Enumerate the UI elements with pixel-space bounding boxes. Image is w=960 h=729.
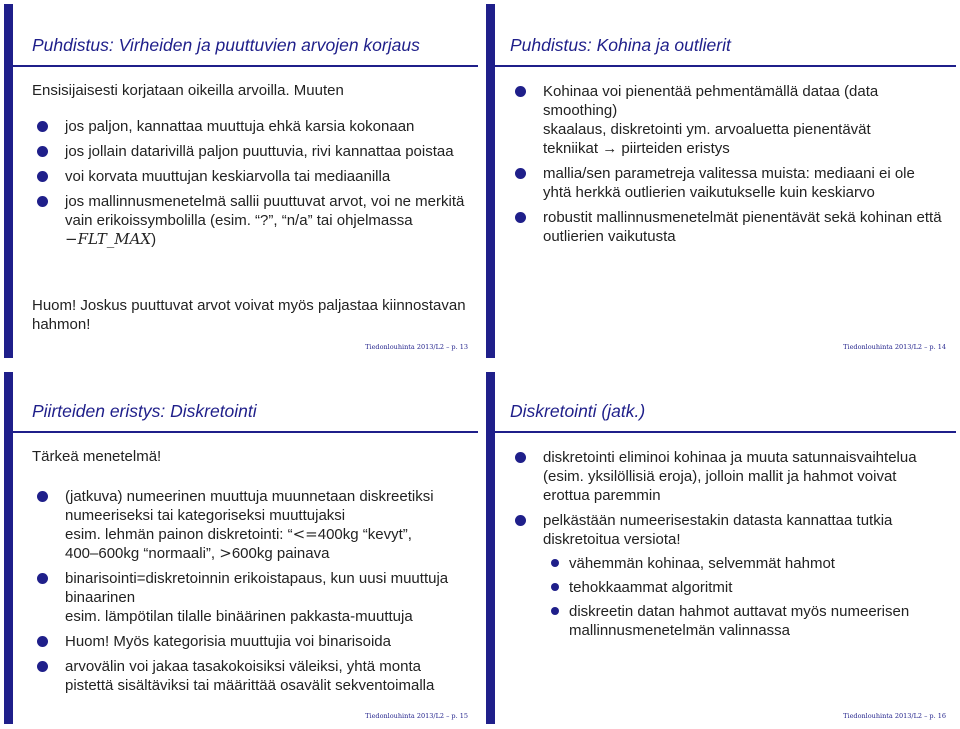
bullet-icon [37,121,48,132]
list-item: pelkästään numeerisestakin datasta kannattaa tutkia diskretoitua versiota! vähemmän kohinaa, selvemmät hahmot tehokkaammat algoritmit diskreetin datan hahmot auttavat myös numeerisen mallinnusmenetelmän valinnassa [510,511,944,640]
title-rule [13,65,478,67]
list-item: Kohinaa voi pienentää pehmentämällä dataa (data smoothing) skaalaus, diskretointi ym. arvoaluetta pienentävät tekniikat → piirteiden eristys [510,82,944,158]
sub-list-item: vähemmän kohinaa, selvemmät hahmot [543,554,944,573]
title-rule [495,65,956,67]
slide-body [510,448,944,646]
slide-accent-bar [4,372,13,724]
arrow-icon: → [602,140,618,157]
title-rule [495,431,956,433]
note: Huom! Joskus puuttuvat arvot voivat myös paljastaa kiinnostavan hahmon! [32,297,466,333]
bullet-icon [37,491,48,502]
list-item: robustit mallinnusmenetelmät pienentävät sekä kohinan että outlierien vaikutusta [510,208,944,246]
slide-accent-bar [486,372,495,724]
math-symbol: <= [292,525,318,543]
slide-body [32,447,466,701]
list-item: jos jollain datarivillä paljon puuttuvia, rivi kannattaa poistaa [32,142,466,161]
slide-title: Puhdistus: Kohina ja outlierit [510,35,731,55]
slide-footer: Tiedonlouhinta 2013/L2 – p. 14 [843,343,946,351]
bullet-icon [515,212,526,223]
bullet-icon [551,583,559,591]
bullet-icon [515,452,526,463]
bullet-icon [515,168,526,179]
list-item: binarisointi=diskretoinnin erikoistapaus, kun uusi muuttuja binaarinen esim. lämpötilan tilalle binäärinen pakkasta-muuttuja [32,569,466,626]
slide-footer: Tiedonlouhinta 2013/L2 – p. 13 [365,343,468,351]
title-rule [13,431,478,433]
bullet-icon [515,515,526,526]
bullet-icon [37,196,48,207]
list-item: jos paljon, kannattaa muuttuja ehkä karsia kokonaan [32,117,466,136]
bullet-list [32,117,466,249]
list-item: jos mallinnusmenetelmä sallii puuttuvat arvot, voi ne merkitä vain erikoissymbolilla (esim. “?”, “n/a” tai ohjelmassa −FLT_MAX) [32,192,466,249]
slide-title: Diskretointi (jatk.) [510,401,646,421]
sub-list [543,554,944,640]
sub-list-item: tehokkaammat algoritmit [543,578,944,597]
slide-title: Piirteiden eristys: Diskretointi [32,401,257,421]
math-symbol: −FLT_MAX [65,230,152,248]
list-item: (jatkuva) numeerinen muuttuja muunnetaan diskreetiksi numeeriseksi tai kategoriseksi muuttujaksi esim. lehmän painon diskretointi: “<=400kg “kevyt”, 400–600kg “normaali”, >600kg painava [32,487,466,563]
math-symbol: > [219,544,232,562]
bullet-icon [37,171,48,182]
slide-accent-bar [4,4,13,358]
bullet-icon [551,559,559,567]
bullet-list [32,487,466,695]
bullet-icon [37,573,48,584]
bullet-icon [37,146,48,157]
slide-16 [486,372,956,724]
slide-14 [486,4,956,358]
slide-13 [4,4,478,358]
slide-title: Puhdistus: Virheiden ja puuttuvien arvojen korjaus [32,35,420,55]
list-item: arvovälin voi jakaa tasakokoisiksi väleiksi, yhtä monta pistettä sisältäviksi tai määrittää osavälit sekventoimalla [32,657,466,695]
list-item: diskretointi eliminoi kohinaa ja muuta satunnaisvaihtelua (esim. yksilöllisiä eroja), jolloin mallit ja hahmot voivat erottua paremmin [510,448,944,505]
bullet-icon [515,86,526,97]
list-item: mallia/sen parametreja valitessa muista: mediaani ei ole yhtä herkkä outlierien vaikutukselle kuin keskiarvo [510,164,944,202]
slide-15 [4,372,478,724]
slide-body [32,81,466,255]
slide-accent-bar [486,4,495,358]
list-item: voi korvata muuttujan keskiarvolla tai mediaanilla [32,167,466,186]
bullet-list [510,448,944,640]
bullet-list [510,82,944,246]
bullet-icon [551,607,559,615]
sub-list-item: diskreetin datan hahmot auttavat myös numeerisen mallinnusmenetelmän valinnassa [543,602,944,640]
list-item: Huom! Myös kategorisia muuttujia voi binarisoida [32,632,466,651]
bullet-icon [37,636,48,647]
bullet-icon [37,661,48,672]
slide-footer: Tiedonlouhinta 2013/L2 – p. 16 [843,712,946,720]
intro-text: Tärkeä menetelmä! [32,448,162,465]
intro-text: Ensisijaisesti korjataan oikeilla arvoilla. Muuten [32,82,344,99]
slide-footer: Tiedonlouhinta 2013/L2 – p. 15 [365,712,468,720]
slide-body [510,82,944,252]
